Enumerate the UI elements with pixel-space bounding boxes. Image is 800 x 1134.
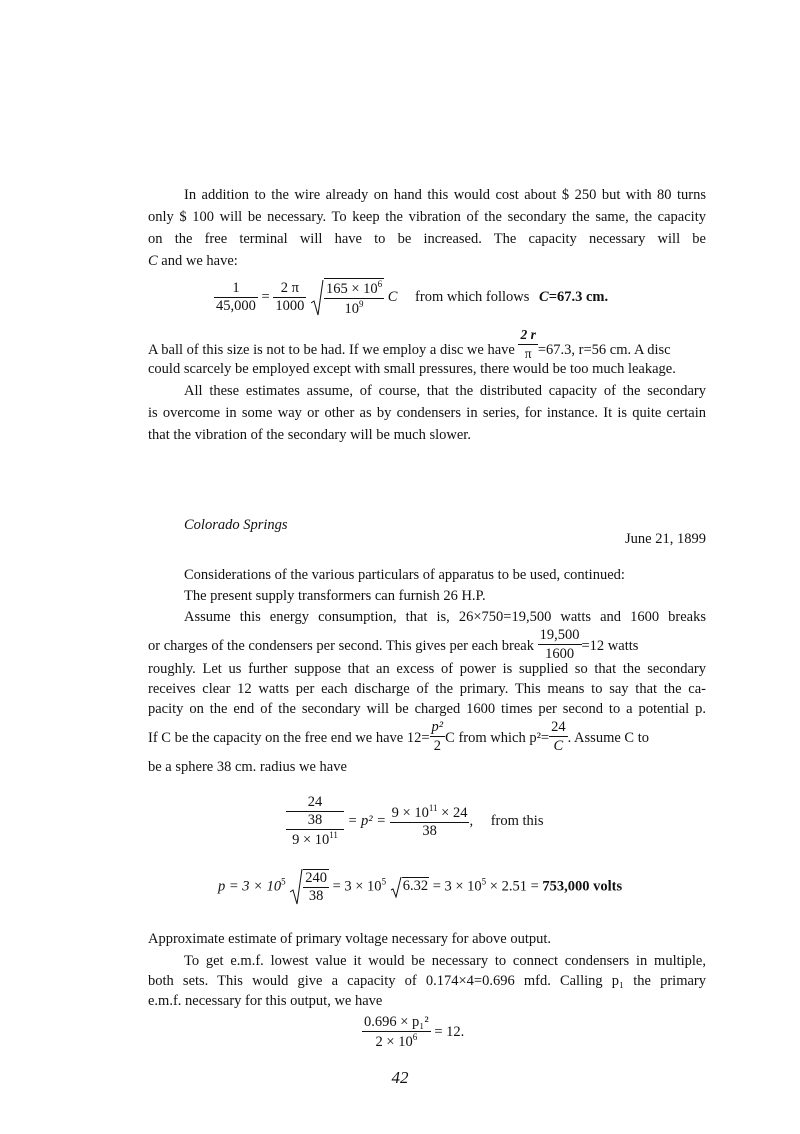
p-squared-fraction: $\frac{\text{p²}}{2}$ [431, 719, 444, 754]
para2-fraction: $\frac{2 r}{\pi}$ [520, 327, 536, 361]
place-heading: Colorado Springs [184, 517, 288, 533]
equation-1: $\frac{1}{45,000}$ = $\frac{2 \pi}{1000}$ $\frac{165 \times 10^6}{10^9}$ C from which follows C=67.3 cm. [216, 279, 609, 317]
date-heading: June 21, 1899 [625, 531, 706, 547]
para2-line3: All these estimates assume, of course, that the distributed capacity of the secondary [184, 383, 706, 399]
para3-line5: roughly. Let us further suppose that an excess of power is supplied so that the secondary [148, 661, 706, 677]
para3-line2: The present supply transformers can furnish 26 H.P. [184, 588, 486, 604]
equation-4: $\frac{\text{0.696 × p₁²}}{2 \times 10^6}$ = 12. [364, 1014, 465, 1050]
radical-sign-icon [289, 868, 303, 906]
para1-line3: on the free terminal will have to be increased. The capacity necessary will be [148, 231, 706, 247]
eq1-radical: $\frac{165 \times 10^6}{10^9}$ [310, 278, 384, 318]
para1-line1: In addition to the wire already on hand this would cost about $ 250 but with 80 turns [184, 187, 706, 203]
equation-2: 24 38 $9 \times 10^{11}$ = p² = $\frac{9 \times 10^{11} \times 24}{38}$ , from this [286, 794, 543, 849]
page-number: 42 [391, 1068, 409, 1087]
eq2-compound-fraction: 24 38 $9 \times 10^{11}$ [286, 794, 344, 849]
eq2-right-fraction: $\frac{9 \times 10^{11} \times 24}{38}$ [391, 803, 468, 839]
radical-sign-icon [390, 876, 402, 898]
para3-fraction-watts: $\frac{19,500}{1600}$ [539, 627, 580, 662]
eq1-result: =67.3 cm. [548, 289, 609, 306]
equation-3: $p = 3 \times 10^5$ $\frac{240}{38}$ = $3 \times 10^5$ $6.32 = 3 \times 10^5 \times 2.51 = 753,000$ volts [218, 870, 623, 904]
para3-line8: If C be the capacity on the free end we have 12= $\frac{\text{p²}}{2}$ C from which p²= $\frac{24}{C}$ . Assume C to [148, 719, 649, 754]
eq2-text: from this [490, 812, 544, 829]
para3-line7: pacity on the end of the secondary will be charged 1600 times per second to a potential p. [148, 701, 706, 717]
para3-line4: or charges of the condensers per second. This gives per each break $\frac{19,500}{1600}$ =12 watts [148, 627, 639, 662]
radical-sign-icon [310, 279, 324, 317]
para4-line2: To get e.m.f. lowest value it would be necessary to connect condensers in multiple, [184, 953, 706, 969]
para1-line4 [148, 252, 238, 270]
capacity-symbol: C [148, 253, 158, 269]
eq1-text: from which follows [415, 289, 530, 306]
para4-line3: both sets. This would give a capacity of 0.174×4=0.696 mfd. Calling p₁ the primary [148, 973, 706, 989]
para3-line6: receives clear 12 watts per each discharge of the primary. This means to say that the ca- [148, 681, 706, 697]
para3-line1: Considerations of the various particulars of apparatus to be used, continued: [184, 567, 625, 583]
para2-line2: could scarcely be employed except with small pressures, there would be too much leakage. [148, 361, 676, 377]
eq3-radical-fraction: $\frac{240}{38}$ [289, 868, 329, 906]
eq3-result: 753,000 volts [542, 878, 623, 895]
para4-line1: Approximate estimate of primary voltage necessary for above output. [148, 931, 552, 947]
eq1-fraction-middle: $\frac{2 \pi}{1000}$ [275, 280, 305, 315]
assume-fraction: $\frac{24}{C}$ [551, 719, 566, 754]
eq3-radical-simple: 6.32 [390, 876, 429, 898]
para1-line2: only $ 100 will be necessary. To keep the vibration of the secondary the same, the capacity [148, 209, 706, 225]
eq4-fraction: $\frac{\text{0.696 × p₁²}}{2 \times 10^6}$ [364, 1014, 429, 1050]
eq2-middle: = p² = [347, 812, 387, 829]
para2-line4: is overcome in some way or other as by condensers in series, for instance. It is quite certain [148, 405, 706, 421]
para2-line1: A ball of this size is not to be had. If we employ a disc we have $\frac{2 r}{\pi}$ =67.3, r=56 cm. A disc [148, 327, 671, 361]
eq1-fraction-left: $\frac{1}{45,000}$ [216, 280, 256, 315]
para1-line4-text: and we have: [157, 253, 238, 269]
para3-line9: be a sphere 38 cm. radius we have [148, 759, 347, 775]
para2-line5: that the vibration of the secondary will be much slower. [148, 427, 471, 443]
para3-line3: Assume this energy consumption, that is, 26×750=19,500 watts and 1600 breaks [184, 609, 706, 625]
para4-line4: e.m.f. necessary for this output, we have [148, 993, 383, 1009]
